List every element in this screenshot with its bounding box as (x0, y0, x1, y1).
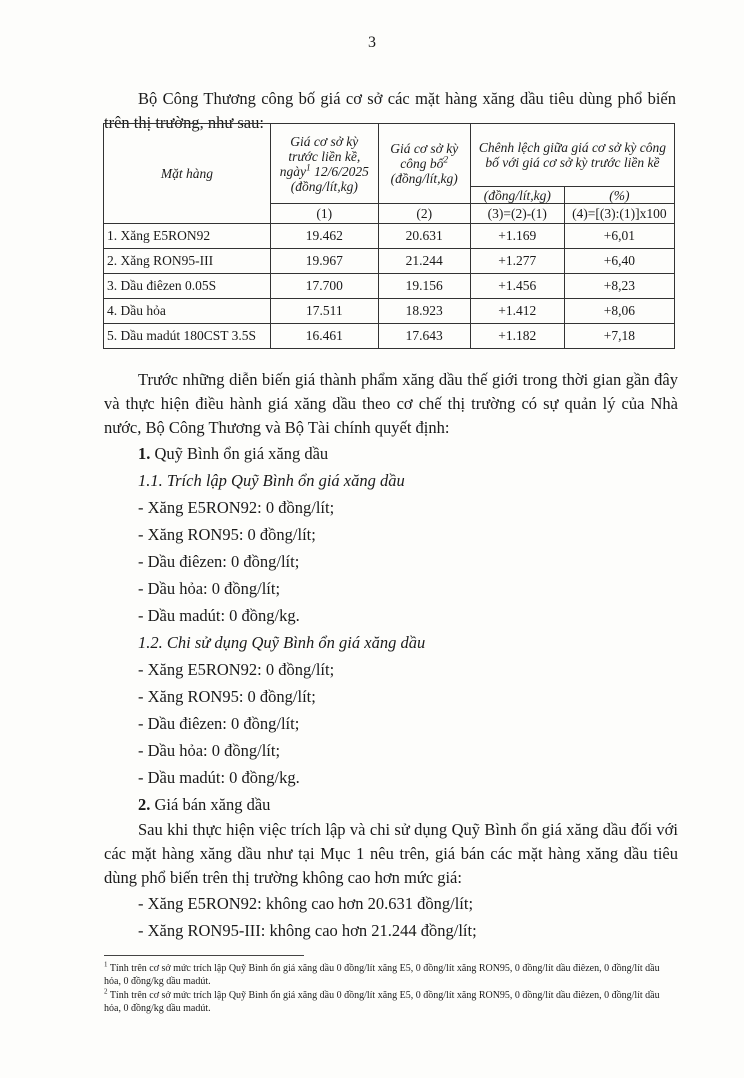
footnote-divider (104, 955, 304, 956)
list-item: - Xăng E5RON92: không cao hơn 20.631 đồng/lít; (138, 894, 474, 913)
section-2-heading: 2. Giá bán xăng dầu (138, 795, 271, 814)
row-name: 2. Xăng RON95-III (104, 249, 271, 274)
row-prev: 17.511 (270, 299, 378, 324)
header-item: Mặt hàng (104, 124, 271, 224)
retail-price-paragraph: Sau khi thực hiện việc trích lập và chi sử dụng Quỹ Bình ổn giá xăng dầu đối với các mặt hàng xăng dầu như tại Mục 1 nêu trên, giá bán các mặt hàng xăng dầu tiêu dùng phổ biến trên thị trường không cao hơn mức giá: (104, 820, 678, 887)
row-pct: +7,18 (564, 324, 674, 349)
index-cell: (3)=(2)-(1) (470, 204, 564, 224)
section-1-2-heading: 1.2. Chi sử dụng Quỹ Bình ổn giá xăng dầu (138, 633, 426, 652)
footnote-2: $^2$ Tính trên cơ sở mức trích lập Quỹ Bình ổn giá xăng dầu 0 đồng/lít xăng E5, 0 đồng/lít xăng RON95, 0 đồng/lít dầu điêzen, 0 đồng/lít dầu hỏa, 0 đồng/kg dầu madút. (104, 987, 660, 1014)
table-row (104, 299, 675, 324)
header-diff: Chênh lệch giữa giá cơ sở kỳ công bố với giá cơ sở kỳ trước liền kề (470, 124, 674, 187)
header-curr-price: Giá cơ sở kỳ công bố$^2$ (đồng/lít,kg) (378, 124, 470, 204)
row-curr: 18.923 (378, 299, 470, 324)
index-cell: (2) (378, 204, 470, 224)
footnote-1: $^1$ Tính trên cơ sở mức trích lập Quỹ Bình ổn giá xăng dầu 0 đồng/lít xăng E5, 0 đồng/lít xăng RON95, 0 đồng/lít dầu điêzen, 0 đồng/lít dầu hỏa, 0 đồng/kg dầu madút. (104, 960, 660, 987)
list-item: - Dầu hỏa: 0 đồng/lít; (138, 579, 281, 598)
header-diff-unit: (đồng/lít,kg) (470, 187, 564, 204)
row-pct: +6,40 (564, 249, 674, 274)
row-prev: 19.462 (270, 224, 378, 249)
row-curr: 20.631 (378, 224, 470, 249)
row-diff: +1.456 (470, 274, 564, 299)
header-pct-unit: (%) (564, 187, 674, 204)
row-curr: 17.643 (378, 324, 470, 349)
row-prev: 16.461 (270, 324, 378, 349)
list-item: - Dầu điêzen: 0 đồng/lít; (138, 714, 300, 733)
row-diff: +1.182 (470, 324, 564, 349)
section-1-heading: 1. Quỹ Bình ổn giá xăng dầu (138, 444, 329, 463)
list-item: - Dầu hỏa: 0 đồng/lít; (138, 741, 281, 760)
list-item: - Xăng RON95-III: không cao hơn 21.244 đồng/lít; (138, 921, 477, 940)
list-item: - Xăng E5RON92: 0 đồng/lít; (138, 498, 335, 517)
row-diff: +1.277 (470, 249, 564, 274)
index-cell: (4)=[(3):(1)]x100 (564, 204, 674, 224)
row-name: 4. Dầu hỏa (104, 299, 271, 324)
table-header-row (104, 124, 675, 187)
intro-paragraph: Bộ Công Thương công bố giá cơ sở các mặt hàng xăng dầu tiêu dùng phổ biến trên thị trường, như sau: (104, 88, 676, 132)
footnotes (104, 962, 678, 1016)
row-pct: +8,06 (564, 299, 674, 324)
table-row (104, 324, 675, 349)
footnote-ref-1: 1 (305, 163, 311, 173)
header-prev-price: Giá cơ sở kỳ trước liền kề, ngày$^1$ 12/6/2025 (đồng/lít,kg) (270, 124, 378, 204)
price-table (103, 123, 675, 349)
table-row (104, 224, 675, 249)
list-item: - Xăng E5RON92: 0 đồng/lít; (138, 660, 335, 679)
list-item: - Xăng RON95: 0 đồng/lít; (138, 687, 316, 706)
row-prev: 19.967 (270, 249, 378, 274)
list-item: - Dầu madút: 0 đồng/kg. (138, 768, 300, 787)
body-text (104, 368, 678, 944)
row-name: 5. Dầu madút 180CST 3.5S (104, 324, 271, 349)
row-name: 3. Dầu điêzen 0.05S (104, 274, 271, 299)
row-pct: +8,23 (564, 274, 674, 299)
table-row (104, 249, 675, 274)
decision-paragraph: Trước những diễn biến giá thành phẩm xăng dầu thế giới trong thời gian gần đây và thực hiện điều hành giá xăng dầu theo cơ chế thị trường có sự quản lý của Nhà nước, Bộ Công Thương và Bộ Tài chính quyết định: (104, 370, 678, 437)
index-cell: (1) (270, 204, 378, 224)
footnote-ref-2: 2 (443, 155, 449, 166)
row-curr: 19.156 (378, 274, 470, 299)
table-row (104, 274, 675, 299)
row-diff: +1.169 (470, 224, 564, 249)
list-item: - Dầu madút: 0 đồng/kg. (138, 606, 300, 625)
row-prev: 17.700 (270, 274, 378, 299)
row-curr: 21.244 (378, 249, 470, 274)
row-diff: +1.412 (470, 299, 564, 324)
page-number: 3 (368, 34, 376, 51)
list-item: - Xăng RON95: 0 đồng/lít; (138, 525, 316, 544)
section-1-1-heading: 1.1. Trích lập Quỹ Bình ổn giá xăng dầu (138, 471, 405, 490)
list-item: - Dầu điêzen: 0 đồng/lít; (138, 552, 300, 571)
row-pct: +6,01 (564, 224, 674, 249)
row-name: 1. Xăng E5RON92 (104, 224, 271, 249)
